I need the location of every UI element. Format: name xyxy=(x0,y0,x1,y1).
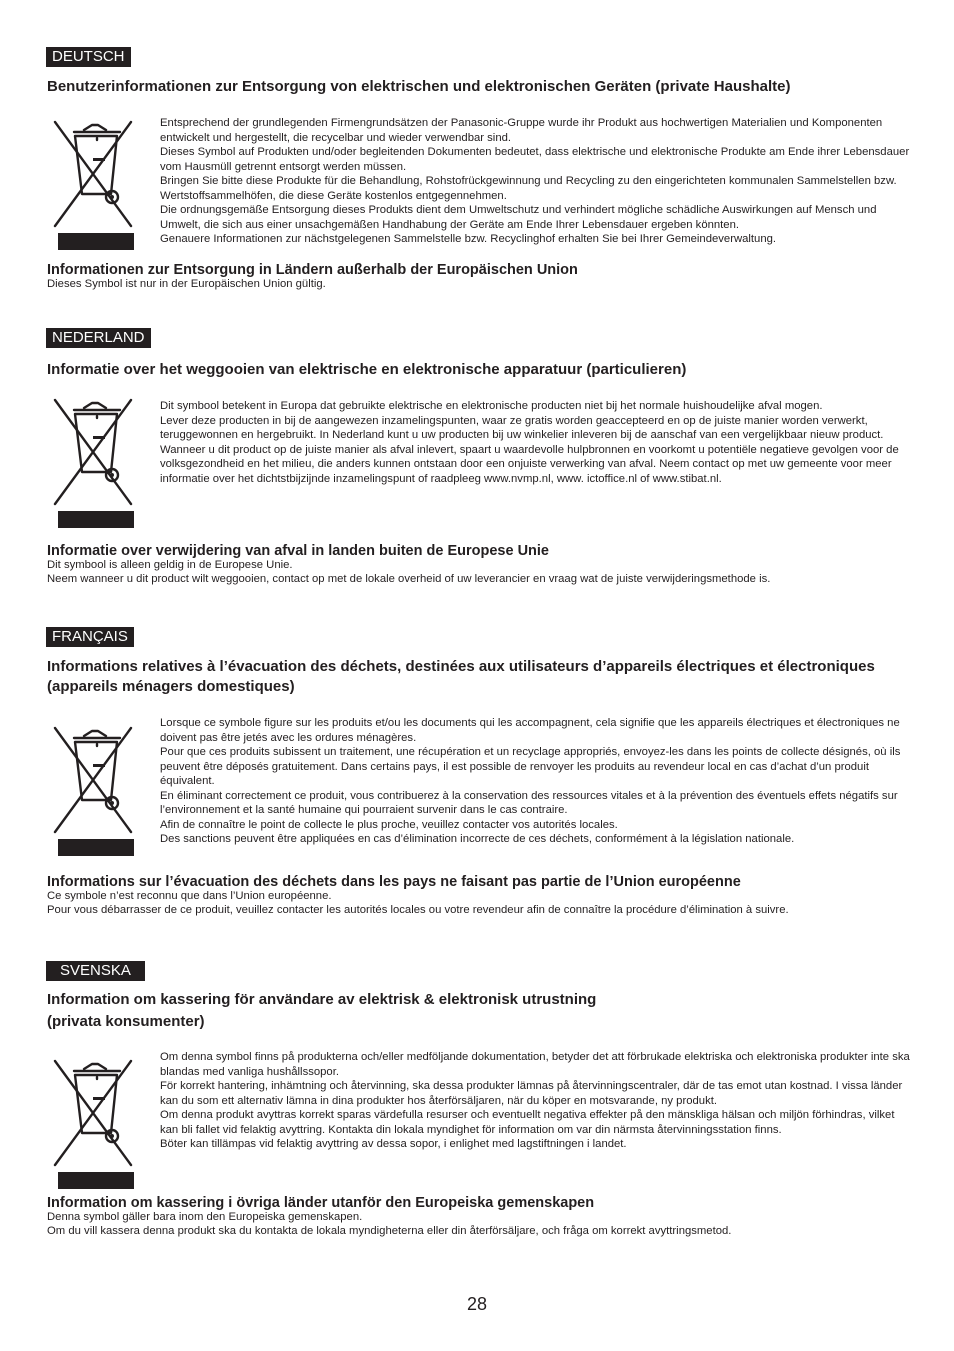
paragraph: Dieses Symbol auf Produkten und/oder begleitenden Dokumenten bedeutet, dass elektrische und elektronische Produkte am Ende ihrer Lebensdauer vom Hausmüll getrennt entsorgt werden müssen. xyxy=(160,146,910,173)
section-heading-line-2: (privata konsumenter) xyxy=(47,1013,205,1030)
section-notes xyxy=(47,889,927,917)
section-subheading: Information om kassering i övriga länder utanför den Europeiska gemenskapen xyxy=(47,1195,595,1211)
section-heading: Benutzerinformationen zur Entsorgung von elektrischen und elektronischen Geräten (private Haushalte) xyxy=(47,78,791,95)
note-line: Dit symbool is alleen geldig in de Europese Unie. xyxy=(47,559,293,571)
weee-bin-icon xyxy=(48,392,138,528)
weee-bin-icon xyxy=(48,1053,138,1189)
note-line: Ce symbole n’est reconnu que dans l’Union européenne. xyxy=(47,890,332,902)
paragraph: En éliminant correctement ce produit, vous contribuerez à la conservation des ressources vitales et à la prévention des éventuels effets négatifs sur l’environnement et la santé humaine qui pourraient survenir dans le cas contraire. xyxy=(160,789,898,816)
note-line: Pour vous débarrasser de ce produit, veuillez contacter les autorités locales ou votre revendeur afin de connaître la procédure d’élimination à suivre. xyxy=(47,904,789,916)
language-label: DEUTSCH xyxy=(46,47,131,67)
section-heading: Information om kassering för användare av elektrisk & elektronisk utrustning xyxy=(47,991,597,1008)
section-subheading: Informatie over verwijdering van afval in landen buiten de Europese Unie xyxy=(47,543,549,559)
paragraph: Afin de connaître le point de collecte le plus proche, veuillez contacter vos autorités locales. xyxy=(160,818,618,831)
section-heading: Informatie over het weggooien van elektrische en elektronische apparatuur (particulieren) xyxy=(47,361,687,378)
note-line: Neem wanneer u dit product wilt weggooien, contact op met de lokale overheid of uw leverancier en vraag wat de juiste verwijderingsmethode is. xyxy=(47,573,771,585)
section-subheading: Informations sur l’évacuation des déchets dans les pays ne faisant pas partie de l’Union européenne xyxy=(47,874,741,890)
note-line: Denna symbol gäller bara inom den Europeiska gemenskapen. xyxy=(47,1211,363,1223)
section-notes xyxy=(47,277,927,291)
section-subheading: Informationen zur Entsorgung in Ländern außerhalb der Europäischen Union xyxy=(47,262,578,278)
language-label: SVENSKA xyxy=(46,961,145,981)
paragraph: Lever deze producten in bij de aangewezen inzamelingspunten, waar ze gratis worden geaccepteerd en op de juiste manier worden verwerkt, teruggewonnen en hergebruikt. In Nederland kunt u uw producten bij uw winkelier inleveren bij de aanschaf van een vergelijkbaar nieuw product. xyxy=(160,414,884,441)
section-body xyxy=(160,1050,912,1152)
note-line: Om du vill kassera denna produkt ska du kontakta de lokala myndigheterna eller din återförsäljare, och fråga om korrekt avyttringsmetod. xyxy=(47,1225,732,1237)
weee-bin-icon xyxy=(48,720,138,856)
section-body xyxy=(160,716,912,847)
section-heading: Informations relatives à l’évacuation des déchets, destinées aux utilisateurs d’appareils électriques et électroniques (appareils ménagers domestiques) xyxy=(47,658,875,695)
paragraph: Om denna symbol finns på produkterna och/eller medföljande dokumentation, betyder det att förbrukade elektriska och elektroniska produkter inte ska blandas med vanliga hushållssopor. xyxy=(160,1051,910,1078)
paragraph: Des sanctions peuvent être appliquées en cas d’élimination incorrecte de ces déchets, conformément à la législation nationale. xyxy=(160,833,795,845)
weee-bin-icon xyxy=(48,114,138,250)
paragraph: Om denna produkt avyttras korrekt sparas värdefulla resurser och eventuellt negativa effekter på den mänskliga hälsan och miljön förhindras, vilket kan bli fallet vid felaktig avyttring. Kontakta din lokala myndighet för information om var din närmsta återvinningsstation finns. xyxy=(160,1109,895,1136)
section-notes xyxy=(47,558,927,586)
paragraph: Wanneer u dit product op de juiste manier als afval inlevert, spaart u waardevolle hulpbronnen en voorkomt u potentiële negatieve gevolgen voor de volksgezondheid en het milieu, die anders kunnen ontstaan door een onjuiste verwerking van afval. Neem contact op met uw gemeente voor meer informatie over het dichtstbijzijnde inzamelingspunt of raadpleeg www.nvmp.nl, www. ictoffice.nl of www.stibat.nl. xyxy=(160,443,899,485)
paragraph: Böter kan tillämpas vid felaktig avyttring av dessa sopor, i enlighet med lagstiftningen i landet. xyxy=(160,1138,627,1150)
paragraph: Bringen Sie bitte diese Produkte für die Behandlung, Rohstofrückgewinnung und Recycling zu den eingerichteten kommunalen Sammelstellen bzw. Wertstoffsammelhöfen, die diese Geräte kostenlos entgegennehmen. xyxy=(160,175,897,202)
section-body xyxy=(160,116,912,247)
language-label: NEDERLAND xyxy=(46,328,151,348)
paragraph: Pour que ces produits subissent un traitement, une récupération et un recyclage appropriés, envoyez-les dans les points de collecte désignés, où ils peuvent être déposés gratuitement. Dans certains pays, il est possible de renvoyer les produits au revendeur local en cas d’achat d’un produit équivalent. xyxy=(160,746,901,787)
language-label: FRANÇAIS xyxy=(46,627,134,647)
paragraph: Genauere Informationen zur nächstgelegenen Sammelstelle bzw. Recyclinghof erhalten Sie bei Ihrer Gemeindeverwaltung. xyxy=(160,233,777,245)
section-notes xyxy=(47,1210,927,1238)
page-number: 28 xyxy=(466,1294,488,1314)
paragraph: Lorsque ce symbole figure sur les produits et/ou les documents qui les accompagnent, cela signifie que les appareils électriques et électroniques ne doivent pas être jetés avec les ordures ménagères. xyxy=(160,717,900,744)
note-line: Dieses Symbol ist nur in der Europäischen Union gültig. xyxy=(47,278,326,290)
paragraph: Dit symbool betekent in Europa dat gebruikte elektrische en elektronische producten niet bij het normale huishoudelijke afval mogen. xyxy=(160,400,823,412)
section-body xyxy=(160,399,912,486)
paragraph: Entsprechend der grundlegenden Firmengrundsätzen der Panasonic-Gruppe wurde ihr Produkt aus hochwertigen Materialien und Komponenten entwickelt und hergestellt, die recycelbar und wieder verwendbar sind. xyxy=(160,117,883,144)
paragraph: För korrekt hantering, inhämtning och återvinning, ska dessa produkter lämnas på återvinningscentraler, där de tas emot utan kostnad. I vissa länder kan du som ett alternativ lämna in dina produkter hos återförsäljaren, när du köper en motsvarande, ny produkt. xyxy=(160,1080,903,1107)
paragraph: Die ordnungsgemäße Entsorgung dieses Produkts dient dem Umweltschutz und verhindert mögliche schädliche Auswirkungen auf Mensch und Umwelt, die sich aus einer unsachgemäßen Handhabung der Geräte am Ende Ihrer Lebensdauer ergeben könnten. xyxy=(160,204,877,231)
